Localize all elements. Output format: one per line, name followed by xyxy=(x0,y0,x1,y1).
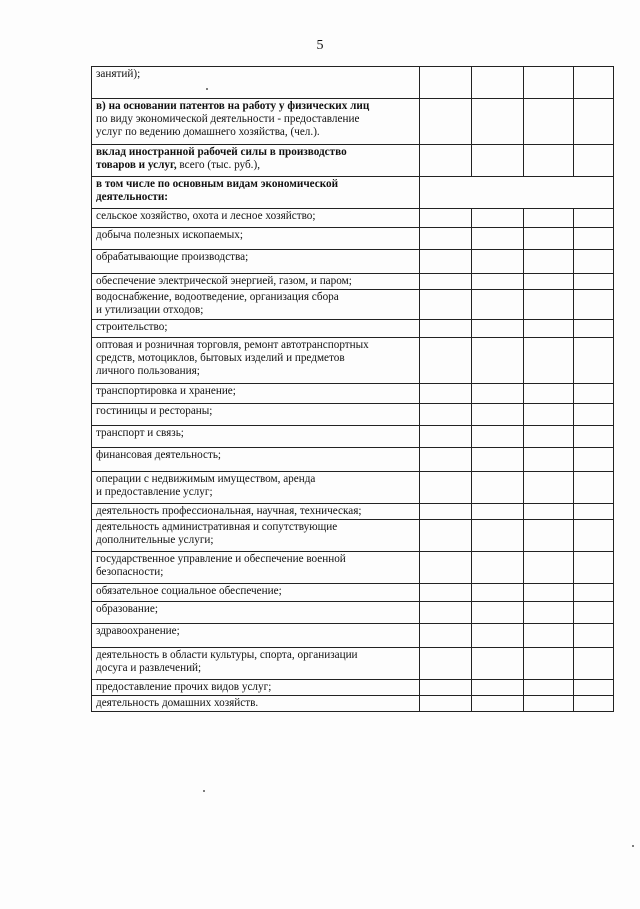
value-cell[interactable] xyxy=(420,648,472,680)
value-cell[interactable] xyxy=(472,209,524,228)
row-label-line: здравоохранение; xyxy=(96,625,180,637)
row-label-line: финансовая деятельность; xyxy=(96,449,222,461)
table-row xyxy=(92,145,614,177)
row-label-line: деятельность в области культуры, спорта, организации xyxy=(96,649,358,661)
row-label-line: образование; xyxy=(96,603,158,615)
row-label-line: предоставление прочих видов услуг; xyxy=(96,681,272,693)
row-label-line: по виду экономической деятельности - предоставление xyxy=(96,113,360,125)
table-row xyxy=(92,472,614,504)
value-cell[interactable] xyxy=(574,320,614,338)
table-row xyxy=(92,520,614,552)
value-cell[interactable] xyxy=(420,320,472,338)
row-label-line: строительство; xyxy=(96,321,168,333)
value-cell[interactable] xyxy=(574,520,614,552)
row-label xyxy=(92,520,420,552)
row-label xyxy=(92,404,420,426)
value-cell[interactable] xyxy=(524,320,574,338)
row-label xyxy=(92,696,420,712)
value-cell[interactable] xyxy=(574,448,614,472)
value-cell[interactable] xyxy=(420,145,472,177)
value-cell[interactable] xyxy=(420,584,472,602)
table-row xyxy=(92,290,614,320)
row-label-line: личного пользования; xyxy=(96,365,200,377)
row-label-line: деятельность административная и сопутствующие xyxy=(96,521,338,533)
value-cell[interactable] xyxy=(420,338,472,384)
table-row xyxy=(92,648,614,680)
value-cell[interactable] xyxy=(420,67,472,99)
value-cell[interactable] xyxy=(472,274,524,290)
table-row xyxy=(92,584,614,602)
value-cell[interactable] xyxy=(472,250,524,274)
value-cell[interactable] xyxy=(472,99,524,145)
table-row xyxy=(92,696,614,712)
row-label-line: деятельность профессиональная, научная, техническая; xyxy=(96,505,362,517)
value-cell[interactable] xyxy=(574,145,614,177)
value-cell[interactable] xyxy=(472,145,524,177)
row-label-line: занятий); xyxy=(96,68,141,80)
value-cell[interactable] xyxy=(420,520,472,552)
table-row xyxy=(92,99,614,145)
value-cell[interactable] xyxy=(574,584,614,602)
row-label-line: в) на основании патентов на работу у физических лиц xyxy=(96,100,370,112)
table-row xyxy=(92,320,614,338)
table-row xyxy=(92,209,614,228)
value-cell[interactable] xyxy=(472,448,524,472)
value-cell[interactable] xyxy=(524,426,574,448)
table-body xyxy=(92,67,614,712)
value-cell[interactable] xyxy=(524,99,574,145)
value-cell[interactable] xyxy=(524,696,574,712)
value-cell[interactable] xyxy=(420,209,472,228)
value-cell[interactable] xyxy=(472,602,524,624)
page-number: 5 xyxy=(316,38,324,53)
row-label-line xyxy=(96,159,415,172)
value-cell[interactable] xyxy=(574,404,614,426)
row-label-line: транспорт и связь; xyxy=(96,427,184,439)
value-cell[interactable] xyxy=(420,290,472,320)
row-label xyxy=(92,320,420,338)
table-row xyxy=(92,602,614,624)
row-label-line: операции с недвижимым имуществом, аренда xyxy=(96,473,316,485)
value-cell[interactable] xyxy=(574,602,614,624)
value-cell[interactable] xyxy=(472,624,524,648)
row-label xyxy=(92,274,420,290)
value-cell[interactable] xyxy=(472,426,524,448)
row-label xyxy=(92,680,420,696)
row-label xyxy=(92,472,420,504)
value-cell[interactable] xyxy=(524,552,574,584)
value-cell[interactable] xyxy=(472,228,524,250)
row-label-line: водоснабжение, водоотведение, организация сбора xyxy=(96,291,339,303)
row-label-line: оптовая и розничная торговля, ремонт автотранспортных xyxy=(96,339,369,351)
value-cell[interactable] xyxy=(574,67,614,99)
value-cell[interactable] xyxy=(574,624,614,648)
value-cell[interactable] xyxy=(420,696,472,712)
value-cell[interactable] xyxy=(524,648,574,680)
table-row xyxy=(92,338,614,384)
value-cell[interactable] xyxy=(574,228,614,250)
value-cell[interactable] xyxy=(524,602,574,624)
row-label-line: деятельности: xyxy=(96,191,169,203)
value-cell[interactable] xyxy=(420,552,472,584)
table-row xyxy=(92,228,614,250)
value-cell[interactable] xyxy=(420,448,472,472)
value-cell[interactable] xyxy=(472,404,524,426)
value-cell[interactable] xyxy=(524,290,574,320)
value-cell[interactable] xyxy=(420,472,472,504)
value-cell[interactable] xyxy=(420,250,472,274)
value-cell[interactable] xyxy=(472,584,524,602)
row-label-line: средств, мотоциклов, бытовых изделий и предметов xyxy=(96,352,345,364)
row-label xyxy=(92,228,420,250)
value-cell[interactable] xyxy=(524,384,574,404)
value-cell[interactable] xyxy=(524,520,574,552)
value-cell[interactable] xyxy=(472,680,524,696)
value-cell[interactable] xyxy=(574,338,614,384)
row-label xyxy=(92,504,420,520)
value-cell[interactable] xyxy=(472,552,524,584)
value-cell[interactable] xyxy=(574,648,614,680)
row-label-line: деятельность домашних хозяйств. xyxy=(96,697,259,709)
value-cell[interactable] xyxy=(420,602,472,624)
row-label xyxy=(92,584,420,602)
value-cell[interactable] xyxy=(574,209,614,228)
table-row xyxy=(92,552,614,584)
value-cell[interactable] xyxy=(472,67,524,99)
value-cell[interactable] xyxy=(472,290,524,320)
row-label-line: и утилизации отходов; xyxy=(96,304,204,316)
value-cell[interactable] xyxy=(472,696,524,712)
bold-fragment: товаров и услуг, xyxy=(96,159,177,171)
value-cell[interactable] xyxy=(524,145,574,177)
value-cell[interactable] xyxy=(420,228,472,250)
value-cell[interactable] xyxy=(524,584,574,602)
row-label xyxy=(92,67,420,99)
row-label-line: услуг по ведению домашнего хозяйства, (чел.). xyxy=(96,126,320,138)
row-label-line: безопасности; xyxy=(96,566,164,578)
row-label xyxy=(92,177,420,209)
value-cell[interactable] xyxy=(524,338,574,384)
value-cell[interactable] xyxy=(420,426,472,448)
row-label xyxy=(92,426,420,448)
row-label-line: вклад иностранной рабочей силы в производство xyxy=(96,146,347,158)
value-cell[interactable] xyxy=(420,274,472,290)
row-label-line: сельское хозяйство, охота и лесное хозяйство; xyxy=(96,210,316,222)
value-cell[interactable] xyxy=(574,99,614,145)
value-cell[interactable] xyxy=(574,680,614,696)
value-cell[interactable] xyxy=(524,624,574,648)
table-row xyxy=(92,404,614,426)
row-label-line: государственное управление и обеспечение военной xyxy=(96,553,346,565)
value-cell[interactable] xyxy=(524,404,574,426)
value-cell[interactable] xyxy=(524,504,574,520)
table-row xyxy=(92,384,614,404)
value-cell[interactable] xyxy=(574,504,614,520)
table-row xyxy=(92,624,614,648)
scan-speck xyxy=(206,88,208,90)
row-label xyxy=(92,624,420,648)
value-cell[interactable] xyxy=(524,67,574,99)
table-row xyxy=(92,504,614,520)
value-cell[interactable] xyxy=(472,320,524,338)
value-cell[interactable] xyxy=(420,99,472,145)
table-row xyxy=(92,250,614,274)
value-cell[interactable] xyxy=(574,472,614,504)
regular-fragment: всего (тыс. руб.), xyxy=(176,159,261,171)
value-cell[interactable] xyxy=(524,274,574,290)
row-label-line: добыча полезных ископаемых; xyxy=(96,229,243,241)
value-cell[interactable] xyxy=(472,504,524,520)
row-label-line: дополнительные услуги; xyxy=(96,534,214,546)
row-label-line: обязательное социальное обеспечение; xyxy=(96,585,282,597)
value-cell[interactable] xyxy=(472,648,524,680)
value-cell[interactable] xyxy=(472,338,524,384)
row-label-line: гостиницы и рестораны; xyxy=(96,405,213,417)
value-cell[interactable] xyxy=(524,209,574,228)
value-cell[interactable] xyxy=(420,404,472,426)
row-label xyxy=(92,209,420,228)
row-label xyxy=(92,145,420,177)
value-cell[interactable] xyxy=(472,520,524,552)
row-label xyxy=(92,448,420,472)
value-cell[interactable] xyxy=(472,472,524,504)
table-row xyxy=(92,426,614,448)
value-cell[interactable] xyxy=(574,250,614,274)
row-label xyxy=(92,290,420,320)
value-cell[interactable] xyxy=(574,552,614,584)
value-cell[interactable] xyxy=(524,680,574,696)
table-row xyxy=(92,680,614,696)
scan-speck xyxy=(632,845,634,847)
value-cell[interactable] xyxy=(524,228,574,250)
value-cell[interactable] xyxy=(524,472,574,504)
value-cell[interactable] xyxy=(420,680,472,696)
row-label-line: обеспечение электрической энергией, газом, и паром; xyxy=(96,275,352,287)
row-label-line: досуга и развлечений; xyxy=(96,662,202,674)
row-label xyxy=(92,648,420,680)
value-cell[interactable] xyxy=(472,384,524,404)
row-label xyxy=(92,250,420,274)
row-label-line: в том числе по основным видам экономической xyxy=(96,178,339,190)
value-cell[interactable] xyxy=(574,696,614,712)
table-row xyxy=(92,274,614,290)
value-cell[interactable] xyxy=(420,384,472,404)
table-row xyxy=(92,67,614,99)
row-label-line: и предоставление услуг; xyxy=(96,486,213,498)
row-label xyxy=(92,99,420,145)
row-label xyxy=(92,384,420,404)
value-cell[interactable] xyxy=(524,250,574,274)
row-label-line: транспортировка и хранение; xyxy=(96,385,236,397)
table-row xyxy=(92,177,614,209)
value-cell[interactable] xyxy=(524,448,574,472)
table-row xyxy=(92,448,614,472)
merged-value-cell[interactable] xyxy=(420,177,614,209)
row-label-line: обрабатывающие производства; xyxy=(96,251,249,263)
value-cell[interactable] xyxy=(420,624,472,648)
row-label xyxy=(92,602,420,624)
value-cell[interactable] xyxy=(574,274,614,290)
statistics-form-table xyxy=(91,66,614,712)
value-cell[interactable] xyxy=(420,504,472,520)
row-label xyxy=(92,338,420,384)
row-label xyxy=(92,552,420,584)
value-cell[interactable] xyxy=(574,384,614,404)
value-cell[interactable] xyxy=(574,290,614,320)
value-cell[interactable] xyxy=(574,426,614,448)
scan-speck xyxy=(203,790,205,792)
